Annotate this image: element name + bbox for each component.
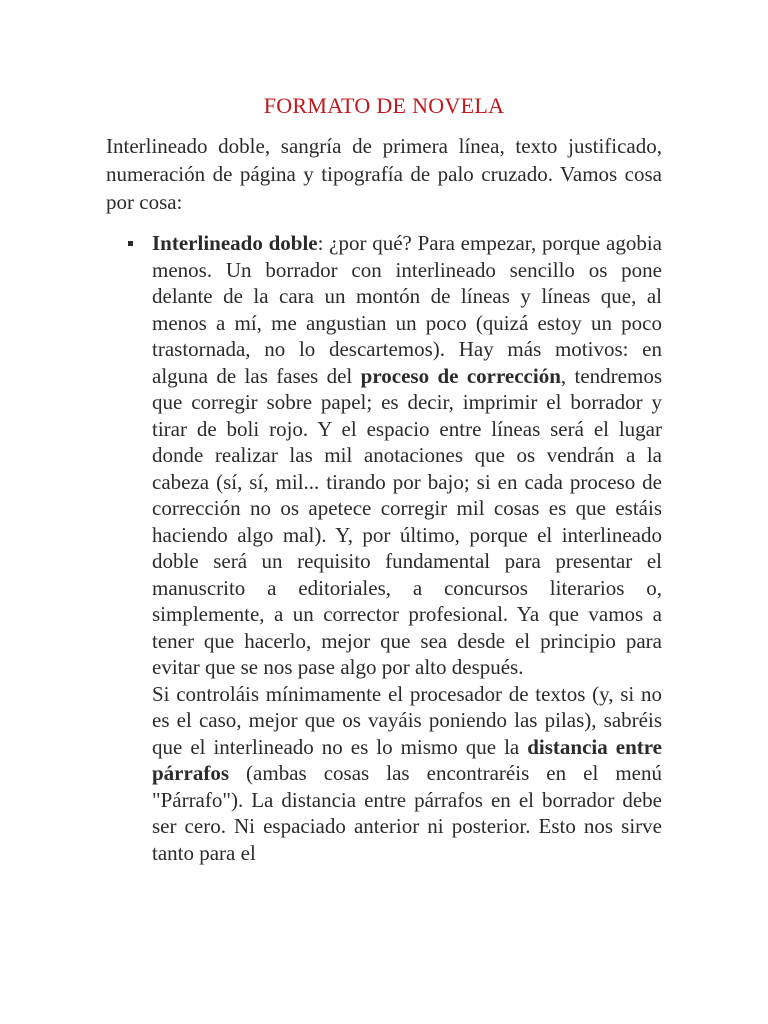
second-text-part-b: (ambas cosas las encontraréis en el menú "Párrafo"). La distancia entre párrafos en el borrador debe ser cero. Ni espaciado anterior ni posterior. Esto nos sirve tanto para el xyxy=(152,761,662,865)
second-text-part-a: Si controláis mínimamente el procesador de textos (y, si no es el caso, mejor que os vayáis poniendo las pilas), sabréis que el interlineado no es lo mismo que la xyxy=(152,681,662,759)
item-paragraph-distancia xyxy=(152,681,662,867)
item-paragraph-interlineado xyxy=(152,230,662,681)
term-interlineado-doble: Interlineado doble xyxy=(152,231,318,255)
link-proceso-correccion[interactable]: proceso de corrección xyxy=(360,363,561,388)
intro-paragraph: Interlineado doble, sangría de primera línea, texto justificado, numeración de página y tipografía de palo cruzado. Vamos cosa por cosa: xyxy=(106,134,662,214)
item-text-part-a: : ¿por qué? Para empezar, porque agobia menos. Un borrador con interlineado sencillo os pone delante de la cara un montón de líneas y líneas que, al menos a mí, me angustian un poco (quizá estoy un poco trastornada, no lo descartemos). Hay más motivos: en alguna de las fases del xyxy=(152,231,662,388)
bullet-icon xyxy=(128,241,133,246)
bullet-list xyxy=(106,230,662,866)
link-distancia-parrafos[interactable]: distancia entre párrafos xyxy=(152,734,663,785)
list-item xyxy=(106,230,662,866)
document-title: FORMATO DE NOVELA xyxy=(263,93,505,118)
item-text-part-b: , tendremos que corregir sobre papel; es decir, imprimir el borrador y tirar de boli rojo. Y el espacio entre líneas será el lugar donde realizar las mil anotaciones que os vendrán a la cabeza (sí, sí, mil... tirando por bajo; si en cada proceso de corrección no os apetece corregir mil cosas es que estáis haciendo algo mal). Y, por último, porque el interlineado doble será un requisito fundamental para presentar el manuscrito a editoriales, a concursos literarios o, simplemente, a un corrector profesional. Ya que vamos a tener que hacerlo, mejor que sea desde el principio para evitar que se nos pase algo por alto después. xyxy=(152,363,662,679)
